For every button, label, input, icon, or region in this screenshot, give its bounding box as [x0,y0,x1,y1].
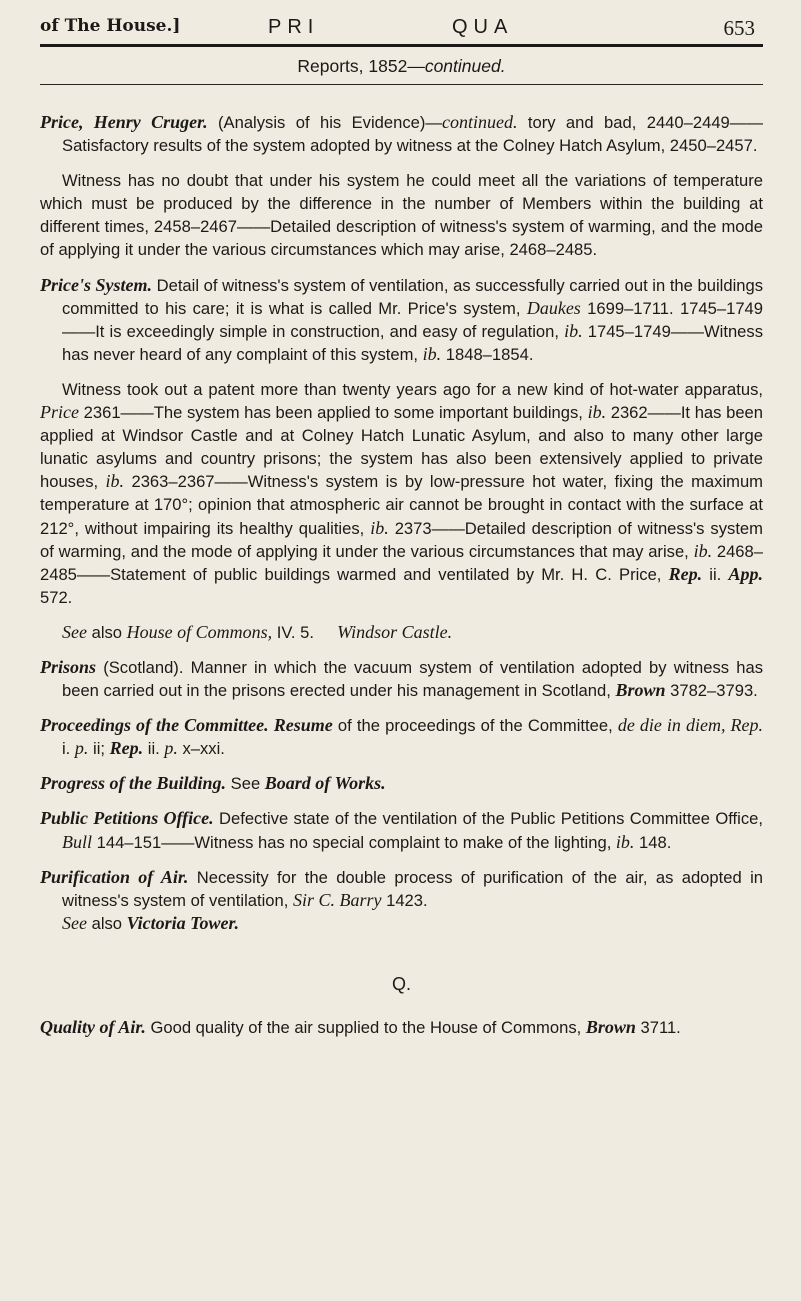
entry-italic: p. [74,738,89,759]
entry-text: 2361——The system has been applied to some important buildings, [78,403,588,423]
entry-italic: ib. [422,343,442,364]
entry-text: See [226,774,265,794]
running-head-first-word: PRI [268,16,320,38]
index-entry-continuation [40,378,763,609]
entry-text: Detail of witness's system of ventilation, as successfully carried out in the buildings committed to his care; it is what is called Mr. Price's system, [62,275,764,318]
running-head-last-word: QUA [452,16,514,38]
entry-bold-italic: Rep. [109,738,144,759]
entry-bold-italic: App. [728,563,763,584]
entry-text: i. [62,739,75,759]
running-head [40,10,763,40]
entry-text: 1423. [381,890,428,910]
entry-heading: Public Petitions Office. [40,808,214,829]
index-entry-public-petitions-office [40,807,763,853]
entry-text: 2373——Detailed description of witness's system of warming, and the mode of applying it under the various circumstances that may arise, [40,518,763,561]
entry-heading: Purification of Air. [40,866,189,887]
entry-text: 2363–2367——Witness's system is by low-pressure hot water, fixing the maximum temperature at 170°; opinion that atmospheric air cannot be brought in contact with the surface at 212°, without impairing its healthy qualities, [40,472,764,538]
subheading-prefix: Reports, 1852— [297,56,425,76]
section-subheading [40,56,763,77]
index-entry-continuation [40,169,763,261]
entry-heading: Price's System. [40,274,152,295]
entry-text: 1745–1749——Witness has never heard of any complaint of this system, [62,321,764,364]
entry-text: Witness has no doubt that under his system he could meet all the variations of temperature which must be produced by the difference in the number of Members within the building at different times, 2458–2467——Detailed description of witness's system of warming, and the mode of applying it under the various circumstances which may arise, 2468–2485. [40,171,763,260]
entry-text: ii; [88,739,110,759]
entry-heading: Prisons [40,656,97,677]
entry-italic: p. [164,738,178,759]
entry-bold-italic: Rep. [668,563,703,584]
entry-bold-italic: Brown [615,680,666,701]
entry-heading: Quality of Air. [40,1017,146,1037]
index-entry-purification-of-air [40,866,763,912]
entry-text: Defective state of the ventilation of the Public Petitions Committee Office, [213,809,763,829]
subheading-rule [40,84,763,85]
entry-text: Witness took out a patent more than twenty years ago for a new kind of hot-water apparatus, [62,379,763,399]
entry-bold-italic: Brown [585,1017,636,1037]
entry-text: 3711. [635,1018,681,1037]
entry-text: x–xxi. [177,739,225,759]
page-number: 653 [723,16,755,40]
cross-reference-target: Victoria Tower. [126,912,240,933]
index-entry-quality-of-air [40,1016,763,1039]
entry-text: Necessity for the double process of purification of the air, as adopted in witness's system of ventilation, [62,867,763,910]
entry-text: also [86,913,127,933]
index-entry-price-henry-cruger [40,111,763,157]
entry-italic: de die in diem, Rep. [617,715,763,736]
see-label: See [62,621,87,642]
entry-italic: continued. [441,112,518,132]
entry-heading: Proceedings of the Committee. [40,715,269,736]
entry-text: 1699–1711. 1745–1749——It is exceedingly simple in construction, and easy of regulation, [62,298,764,341]
entry-italic: Daukes [526,297,581,318]
index-entry-progress-of-building [40,772,763,795]
entry-italic: ib. [564,320,583,341]
entry-bold-italic: Resume [273,715,333,736]
cross-reference-target: House of Commons, [126,621,273,642]
cross-reference-target: Windsor Castle. [337,621,453,642]
entry-text: Good quality of the air supplied to the House of Commons, [145,1018,586,1037]
entry-text: of the proceedings of the Committee, [332,716,618,736]
section-letter: Q. [391,973,411,994]
running-head-left: of The House.] [40,16,181,36]
entry-italic: Sir C. Barry [292,889,382,910]
entry-italic: ib. [587,402,607,423]
entry-text: also [86,622,127,642]
index-entry-prisons [40,656,763,702]
entry-text: 148. [634,832,672,852]
cross-reference [40,621,763,644]
cross-reference [40,912,763,935]
entry-italic: ib. [105,471,125,492]
entry-text: 3782–3793. [665,681,758,701]
entry-text: (Analysis of his Evidence)— [207,113,442,132]
index-body [40,111,763,1039]
entry-italic: Bull [62,831,92,852]
subheading-suffix: continued. [424,56,506,76]
entry-italic: ib. [615,831,635,852]
header-rule [40,44,763,47]
entry-text: (Scotland). Manner in which the vacuum system of ventilation adopted by witness has been carried out in the prisons erected under his management in Scotland, [62,657,763,701]
entry-text: 144–151——Witness has no special complaint to make of the lighting, [92,832,616,852]
index-entry-prices-system [40,274,763,366]
entry-text: 1848–1854. [441,344,534,364]
entry-text: 2362——It has been applied at Windsor Castle and at Colney Hatch Lunatic Asylum, and also to many other large lunatic asylums and country prisons; the system has also been extensively applied to private houses, [40,403,764,492]
entry-italic: ib. [370,517,389,538]
cross-reference-target: Board of Works. [264,773,386,794]
entry-text: IV. 5. [272,622,338,642]
entry-heading: Progress of the Building. [40,773,227,794]
entry-text: 572. [40,587,73,607]
entry-text: 2468–2485——Statement of public buildings warmed and ventilated by Mr. H. C. Price, [40,541,763,584]
index-entry-proceedings [40,714,763,760]
see-label: See [62,912,87,933]
entry-italic: ib. [693,540,713,561]
entry-italic: Price [40,402,79,423]
entry-text: ii. [143,739,165,759]
entry-heading: Price, Henry Cruger. [40,112,208,132]
entry-text: tory and bad, 2440–2449——Satisfactory results of the system adopted by witness at the Colney Hatch Asylum, 2450–2457. [62,113,763,156]
entry-text: ii. [702,564,729,584]
